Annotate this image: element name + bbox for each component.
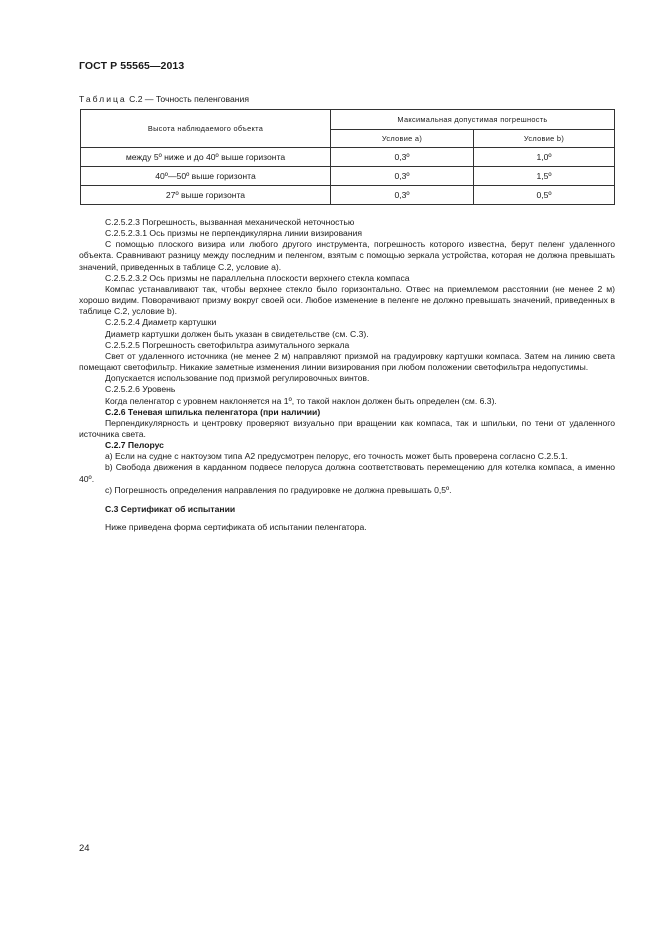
- paragraph: Свет от удаленного источника (не менее 2 м) направляют призмой на градуировку картушки компаса. Затем на линию света помещают светофильтр. Никакие заметные изменения линии визирования при любом положении светофильтра недопустимы.: [79, 350, 615, 373]
- table-header-height: Высота наблюдаемого объекта: [81, 110, 331, 148]
- section-heading: С.2.5.2.5 Погрешность светофильтра азимутального зеркала: [105, 339, 350, 350]
- section-heading: С.3 Сертификат об испытании: [105, 503, 236, 514]
- paragraph: Допускается использование под призмой регулировочных винтов.: [105, 373, 370, 384]
- table-caption-title: — Точность пеленгования: [142, 94, 249, 104]
- section-heading: С.2.7 Пелорус: [105, 440, 164, 451]
- section-heading: С.2.5.2.3.2 Ось призмы не параллельна плоскости верхнего стекла компаса: [105, 272, 410, 283]
- table-row: [81, 186, 615, 205]
- list-item: c) Погрешность определения направления по градуировке не должна превышать 0,5º.: [105, 484, 452, 495]
- table-cell-a: 0,3º: [331, 148, 474, 167]
- paragraph: Компас устанавливают так, чтобы верхнее стекло было горизонтально. Отвес на приемлемом расстоянии (не менее 2 м) хорошо видим. Поворачивают призму вокруг своей оси. Любое изменение в пеленге не должно превышать значений, приведенных в таблице С.2, условие b).: [79, 283, 615, 317]
- paragraph: С помощью плоского визира или любого другого инструмента, погрешность которого известна, берут пеленг удаленного объекта. Сравнивают разницу между последним и пеленгом, взятым с помощью зеркала устройства, которая не должна превышать значений, приведенных в таблице С.2, условие а).: [79, 239, 615, 272]
- paragraph: Когда пеленгатор с уровнем наклоняется на 1º, то такой наклон должен быть определен (см. 6.3).: [105, 395, 497, 406]
- paragraph: Диаметр картушки должен быть указан в свидетельстве (см. С.3).: [105, 328, 369, 339]
- table-row: [81, 148, 615, 167]
- table-cell-b: 1,0º: [474, 148, 615, 167]
- table-cell-b: 1,5º: [474, 167, 615, 186]
- table-header-condition-a: Условие а): [331, 130, 474, 148]
- table-caption-prefix: Таблица: [79, 94, 127, 104]
- section-heading: С.2.6 Теневая шпилька пеленгатора (при наличии): [105, 406, 321, 417]
- table-row: [81, 167, 615, 186]
- table-cell-height: между 5º ниже и до 40º выше горизонта: [81, 148, 331, 167]
- section-heading: С.2.5.2.6 Уровень: [105, 384, 176, 395]
- paragraph: Перпендикулярность и центровку проверяют визуально при вращении как компаса, так и шпильки, по тени от удаленного источника света.: [79, 417, 615, 439]
- table-cell-a: 0,3º: [331, 167, 474, 186]
- section-heading: С.2.5.2.4 Диаметр картушки: [105, 317, 217, 328]
- list-item: b) Свобода движения в карданном подвесе пелоруса должна соответствовать перемещению для котелка компаса, а именно 40º.: [79, 462, 615, 484]
- table-cell-height: 27º выше горизонта: [81, 186, 331, 205]
- document-body: [79, 217, 615, 533]
- list-item: а) Если на судне с нактоузом типа А2 предусмотрен пелорус, его точность может быть проверена согласно С.2.5.1.: [105, 451, 568, 462]
- section-heading: С.2.5.2.3 Погрешность, вызванная механической неточностью: [105, 217, 355, 227]
- section-heading: С.2.5.2.3.1 Ось призмы не перпендикулярна линии визирования: [105, 228, 363, 239]
- table-cell-height: 40º—50º выше горизонта: [81, 167, 331, 186]
- document-header: ГОСТ Р 55565—2013: [79, 60, 185, 72]
- paragraph: Ниже приведена форма сертификата об испытании пеленгатора.: [105, 522, 367, 533]
- page-number: 24: [79, 843, 90, 854]
- table-caption: [79, 94, 249, 104]
- table-header-max-error: Максимальная допустимая погрешность: [331, 110, 615, 130]
- table-cell-b: 0,5º: [474, 186, 615, 205]
- table-header-condition-b: Условие b): [474, 130, 615, 148]
- accuracy-table: [80, 109, 615, 205]
- table-caption-number: С.2: [129, 94, 143, 104]
- table-cell-a: 0,3º: [331, 186, 474, 205]
